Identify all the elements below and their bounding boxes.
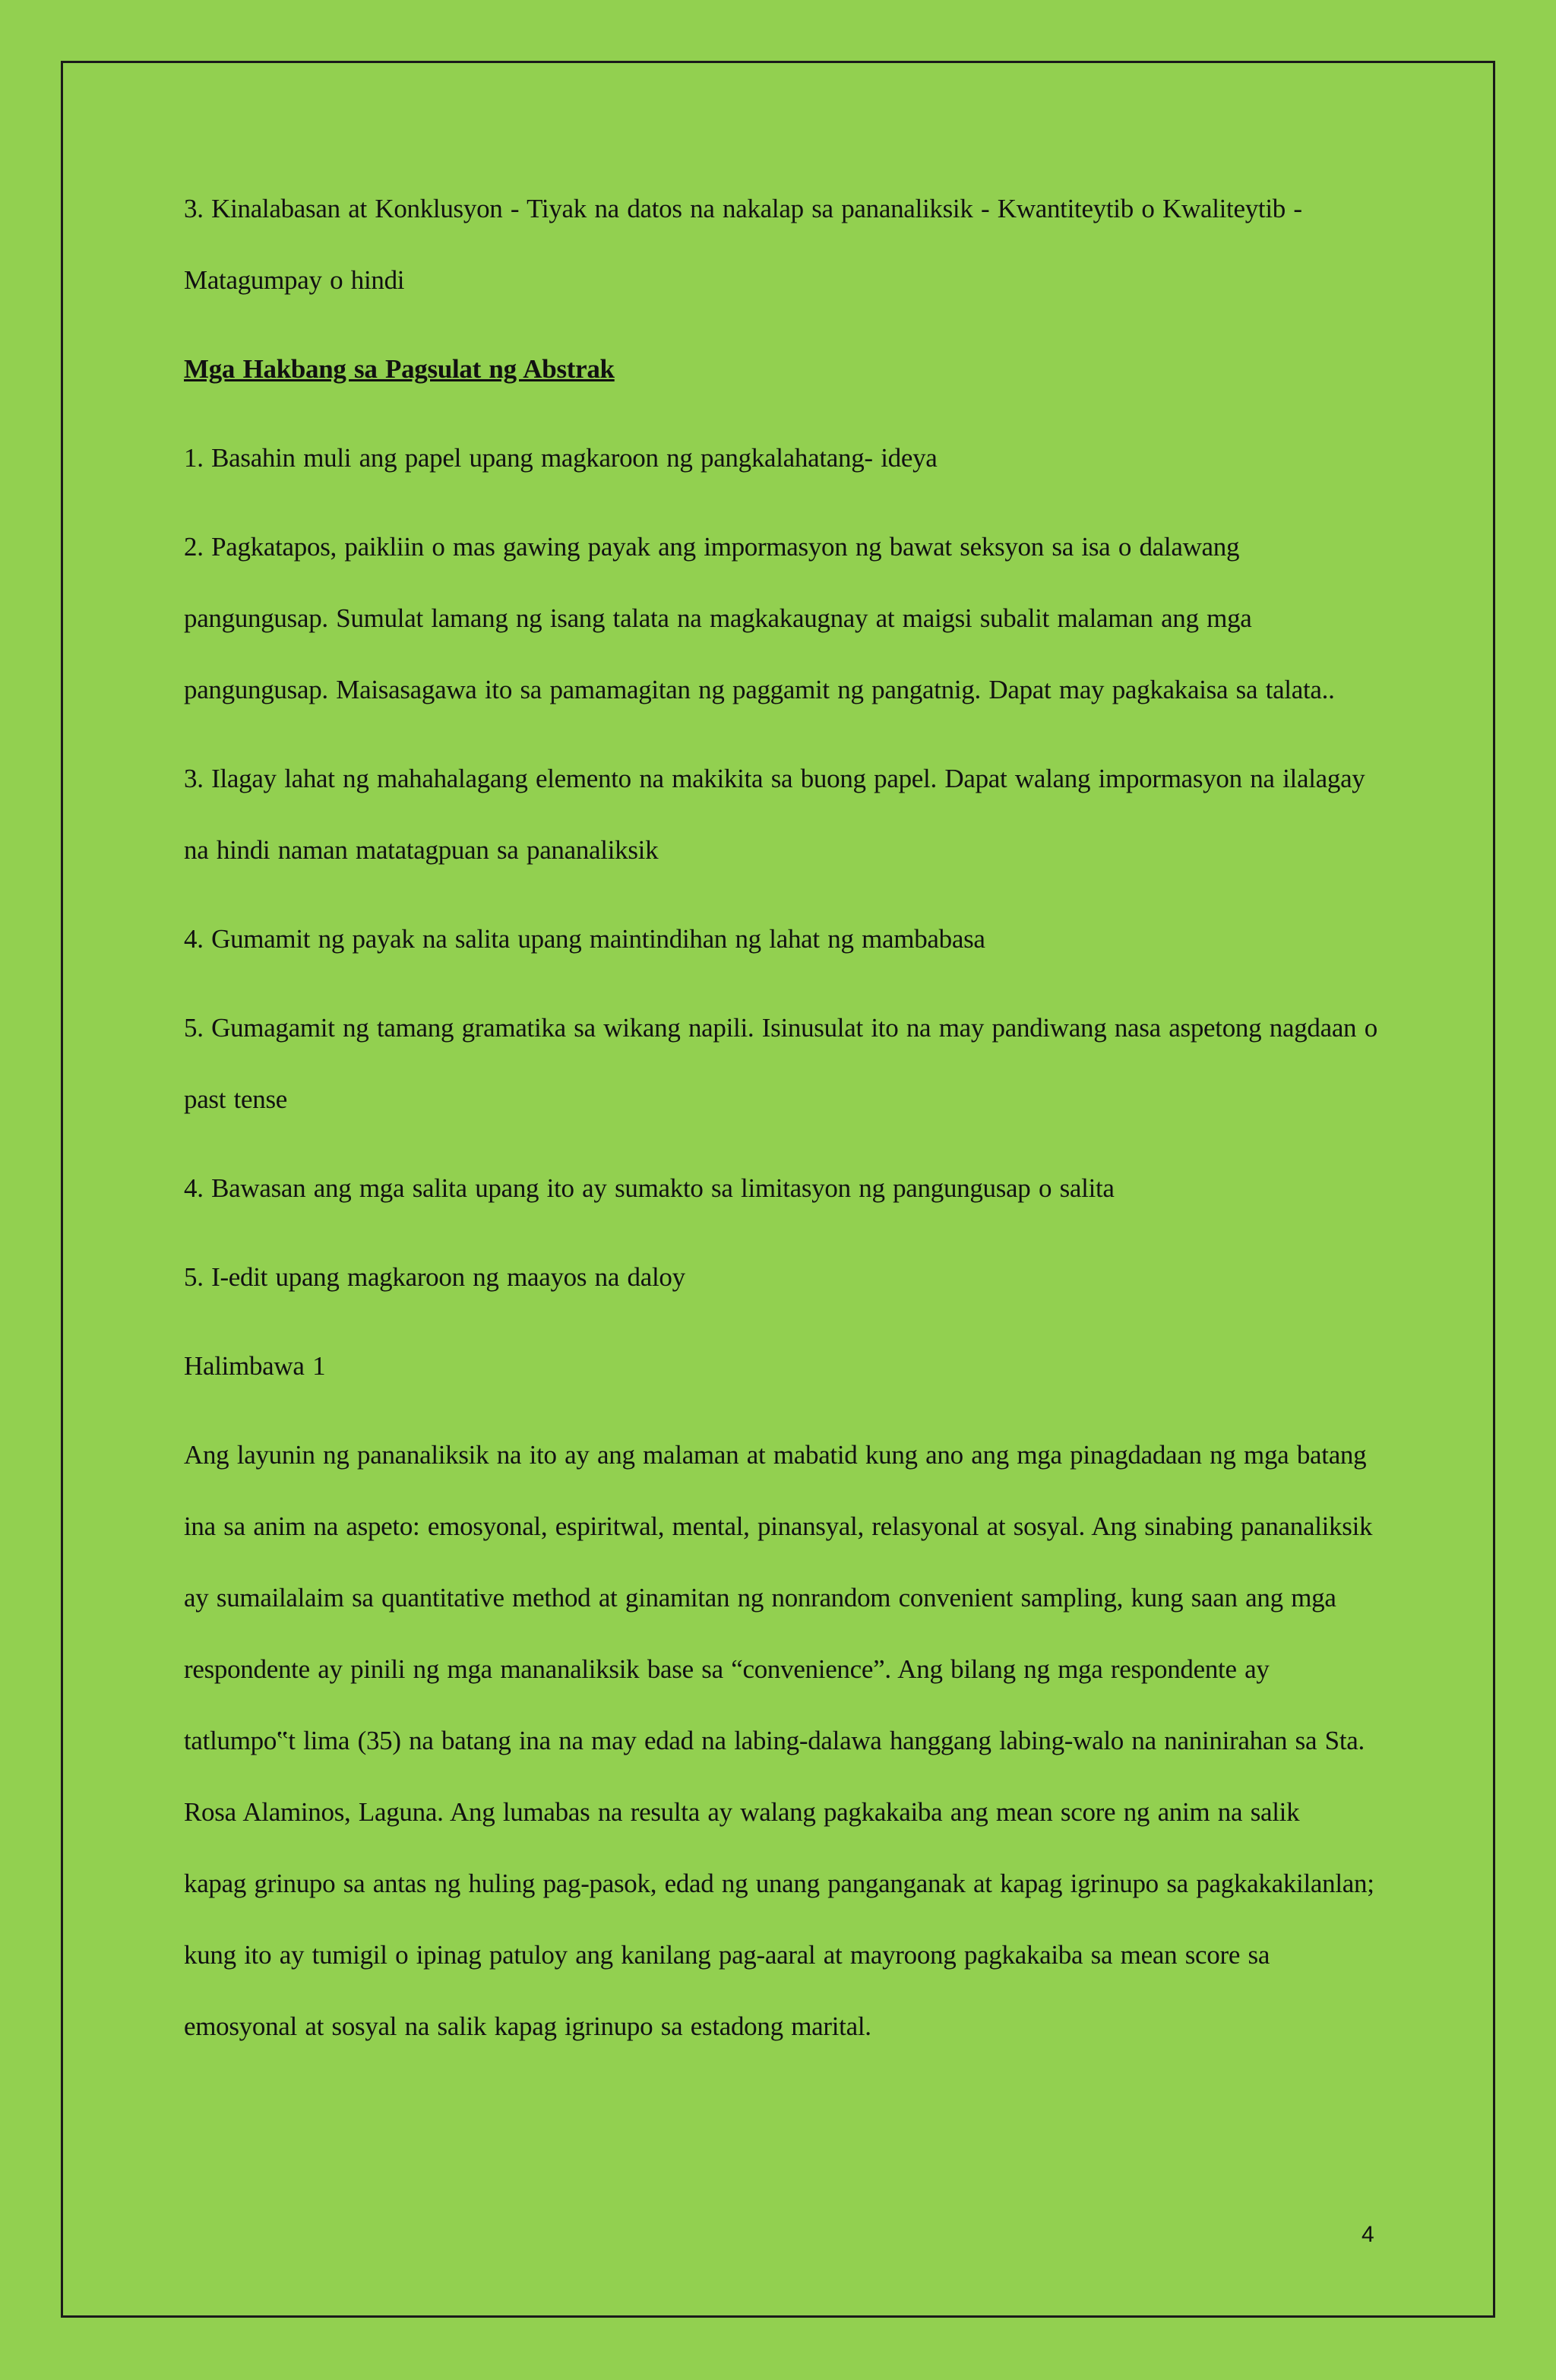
example-paragraph-part-1: Ang layunin ng pananaliksik na ito ay ang malaman at mabatid kung ano ang mga pinagdadaan ng mga batang ina sa anim na aspeto: emosyonal, espiritwal, mental, pinansyal, relasyonal at sosyal. Ang sinabing pananaliksik ay sumailalaim sa quantitative method at ginamitan ng nonrandom convenient sampling, kung saan ang mga respondente ay pinili ng mga mananaliksik base sa “convenience”. Ang bilang ng mga respondente ay tatlumpo‟t lima (35) na batang ina na may edad na labing-dalawa hanggang labing-walo na naninirahan sa Sta. Rosa Alaminos, Laguna. Ang lumabas na resulta ay walang pagkakaiba ang mean score ng anim na salik <box>184 1440 1373 1827</box>
example-label: Halimbawa 1 <box>184 1351 326 1381</box>
page-number: 4 <box>1362 2222 1374 2247</box>
step-4-bawasan: 4. Bawasan ang mga salita upang ito ay sumakto sa limitasyon ng pangungusap o salita <box>184 1173 1115 1203</box>
step-1: 1. Basahin muli ang papel upang magkaroon ng pangkalahatang- ideya <box>184 443 938 473</box>
example-paragraph-part-2: kapag grinupo sa antas ng huling pag-pasok, edad ng unang panganganak at kapag igrinupo sa pagkakakilanlan; kung ito ay tumigil o ipinag patuloy ang kanilang pag-aaral at mayroong pagkakaiba sa mean score sa emosyonal at sosyal na salik kapag igrinupo sa estadong marital. <box>184 1869 1374 2041</box>
document-body <box>184 173 1384 2080</box>
step-2: 2. Pagkatapos, paikliin o mas gawing payak ang impormasyon ng bawat seksyon sa isa o dalawang pangungusap. Sumulat lamang ng isang talata na magkakaugnay at maigsi subalit malaman ang mga pangungusap. Maisasagawa ito sa pamamagitan ng paggamit ng pangatnig. Dapat may pagkakaisa sa talata.. <box>184 532 1335 704</box>
step-3: 3. Ilagay lahat ng mahahalagang elemento na makikita sa buong papel. Dapat walang impormasyon na ilalagay na hindi naman matatagpuan sa pananaliksik <box>184 764 1365 865</box>
step-5-edit: 5. I-edit upang magkaroon ng maayos na daloy <box>184 1262 685 1292</box>
step-5: 5. Gumagamit ng tamang gramatika sa wikang napili. Isinusulat ito na may pandiwang nasa aspetong nagdaan o past tense <box>184 1013 1377 1114</box>
step-4: 4. Gumamit ng payak na salita upang maintindihan ng lahat ng mambabasa <box>184 924 985 954</box>
section-heading-abstrak: Mga Hakbang sa Pagsulat ng Abstrak <box>184 354 615 384</box>
paragraph-kinalabasan: 3. Kinalabasan at Konklusyon - Tiyak na datos na nakalap sa pananaliksik - Kwantiteytib o Kwaliteytib - Matagumpay o hindi <box>184 194 1302 295</box>
